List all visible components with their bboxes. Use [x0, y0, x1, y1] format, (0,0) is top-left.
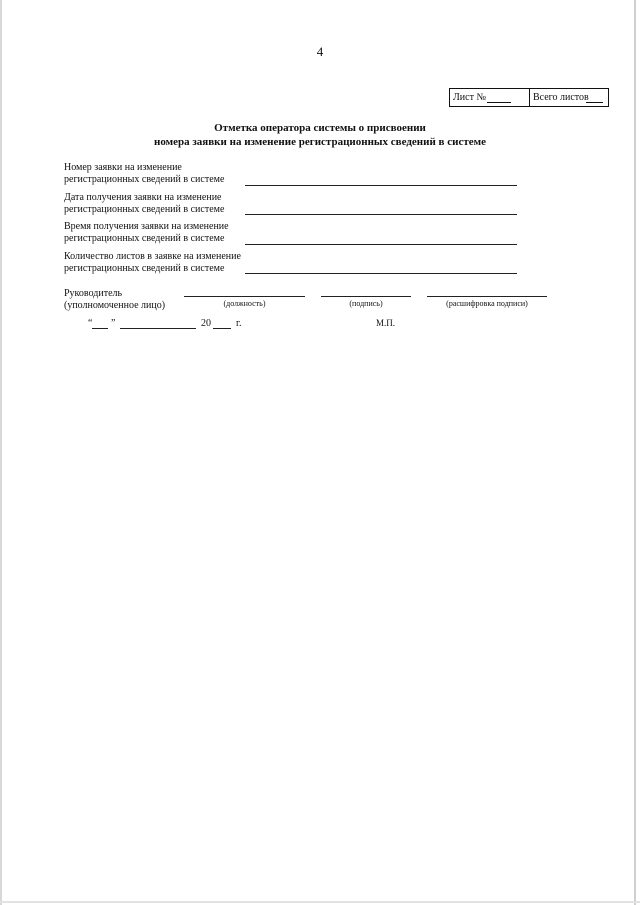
field-label-line: регистрационных сведений в системе	[64, 263, 225, 274]
field-receipt-time-line[interactable]	[245, 244, 517, 245]
field-application-number-label	[64, 162, 244, 186]
field-receipt-date-line[interactable]	[245, 214, 517, 215]
position-line[interactable]	[184, 296, 305, 297]
signatory-label	[64, 288, 165, 312]
field-label-line: регистрационных сведений в системе	[64, 233, 225, 244]
page-number: 4	[316, 44, 324, 59]
field-label-line: регистрационных сведений в системе	[64, 204, 225, 215]
field-receipt-time-label	[64, 221, 244, 245]
signatory-role: Руководитель	[64, 288, 123, 299]
field-sheet-count-label	[64, 251, 244, 275]
page-edge-bottom	[0, 901, 640, 903]
date-close-quote: ”	[111, 318, 116, 329]
field-label-line: регистрационных сведений в системе	[64, 174, 225, 185]
sheet-number-label: Лист №	[453, 92, 486, 103]
date-year-line[interactable]	[213, 328, 231, 329]
date-open-quote: “	[88, 318, 93, 329]
decoding-line[interactable]	[427, 296, 547, 297]
stamp-place: М.П.	[376, 318, 396, 328]
sheet-total-blank[interactable]	[586, 102, 603, 103]
date-day-line[interactable]	[92, 328, 108, 329]
field-sheet-count-line[interactable]	[245, 273, 517, 274]
field-label-line: Номер заявки на изменение	[64, 162, 182, 173]
sheet-number-cell	[450, 89, 530, 106]
field-label-line: Количество листов в заявке на изменение	[64, 251, 241, 262]
field-receipt-date-label	[64, 192, 244, 216]
document-title	[0, 121, 640, 149]
sheet-number-blank[interactable]	[487, 102, 511, 103]
field-application-number-line[interactable]	[245, 185, 517, 186]
sheet-total-cell	[530, 89, 608, 106]
sheet-info-box	[449, 88, 609, 107]
date-year-prefix: 20	[201, 318, 211, 329]
signature-caption: (подпись)	[349, 299, 383, 308]
date-month-line[interactable]	[120, 328, 196, 329]
field-label-line: Дата получения заявки на изменение	[64, 192, 222, 203]
title-line-2: номера заявки на изменение регистрационных сведений в системе	[154, 136, 486, 148]
decoding-caption: (расшифровка подписи)	[446, 299, 528, 308]
field-label-line: Время получения заявки на изменение	[64, 221, 229, 232]
signatory-role-note: (уполномоченное лицо)	[64, 300, 166, 311]
sheet-total-label: Всего листов	[533, 92, 589, 103]
date-year-suffix: г.	[236, 318, 242, 329]
position-caption: (должность)	[223, 299, 266, 308]
signature-line[interactable]	[321, 296, 411, 297]
title-line-1: Отметка оператора системы о присвоении	[214, 122, 426, 134]
